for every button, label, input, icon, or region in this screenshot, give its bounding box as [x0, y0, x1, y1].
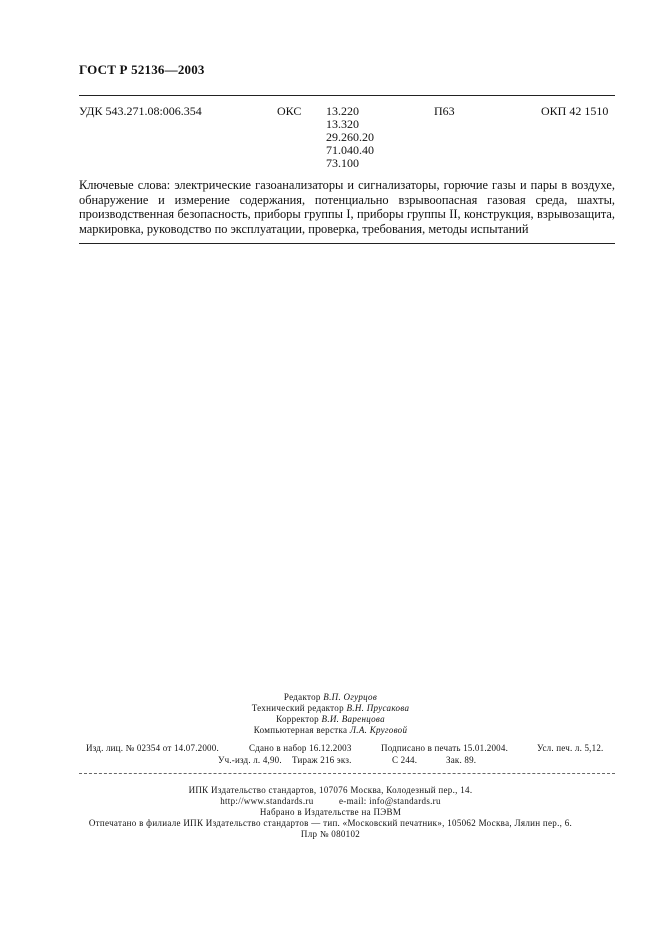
publication-signed: Подписано в печать 15.01.2004. [381, 743, 509, 753]
oks-code-5: 73.100 [326, 156, 359, 170]
publication-edition-sheets: Уч.-изд. л. 4,90. [218, 755, 282, 765]
oks-code-list [326, 118, 374, 170]
credit-editor: Редактор В.П. Огурцов [283, 692, 378, 702]
footer-web-contacts: http://www.standards.ru e-mail: info@standards.ru [220, 796, 441, 806]
keywords-paragraph: Ключевые слова: электрические газоанализаторы и сигнализаторы, горючие газы и пары в воздухе, обнаружение и измерение содержания, потенциально взрывоопасная газовая среда, шахты, производственная безопасность, приборы группы I, приборы группы II, конструкция, взрывозащита, маркировка, руководство по эксплуатации, проверка, требования, методы испытаний [79, 178, 615, 236]
credits-block [0, 692, 661, 736]
oks-label: ОКС [277, 104, 302, 118]
group-code: П63 [434, 104, 455, 118]
publication-run: Тираж 216 экз. [292, 755, 352, 765]
dashed-separator [79, 773, 615, 774]
publication-license: Изд. лиц. № 02354 от 14.07.2000. [86, 743, 219, 753]
publication-typeset: Сдано в набор 16.12.2003 [249, 743, 352, 753]
oks-code-2: 13.320 [326, 117, 359, 131]
credit-tech-editor: Технический редактор В.Н. Прусакова [251, 703, 410, 713]
publication-c-number: С 244. [392, 755, 418, 765]
oks-code-1: 13.220 [326, 104, 359, 118]
document-number: ГОСТ Р 52136—2003 [79, 62, 205, 77]
publisher-footer [0, 785, 661, 840]
publication-print-sheets: Усл. печ. л. 5,12. [537, 743, 604, 753]
footer-license-number: Плр № 080102 [300, 829, 361, 839]
okp-code: ОКП 42 1510 [541, 104, 609, 118]
footer-typeset-note: Набрано в Издательстве на ПЭВМ [259, 807, 402, 817]
publication-order: Зак. 89. [446, 755, 477, 765]
udk-code: УДК 543.271.08:006.354 [79, 104, 202, 118]
bottom-rule [79, 243, 615, 244]
footer-publisher-address: ИПК Издательство стандартов, 107076 Москва, Колодезный пер., 14. [188, 785, 473, 795]
oks-code-4: 71.040.40 [326, 143, 374, 157]
oks-code-3: 29.260.20 [326, 130, 374, 144]
credit-proofreader: Корректор В.И. Варенцова [276, 714, 385, 724]
credit-layout: Компьютерная верстка Л.А. Круговой [253, 725, 408, 735]
footer-printed-note: Отпечатано в филиале ИПК Издательство стандартов — тип. «Московский печатник», 105062 Москва, Лялин пер., 6. [88, 818, 573, 828]
top-rule [79, 95, 615, 96]
